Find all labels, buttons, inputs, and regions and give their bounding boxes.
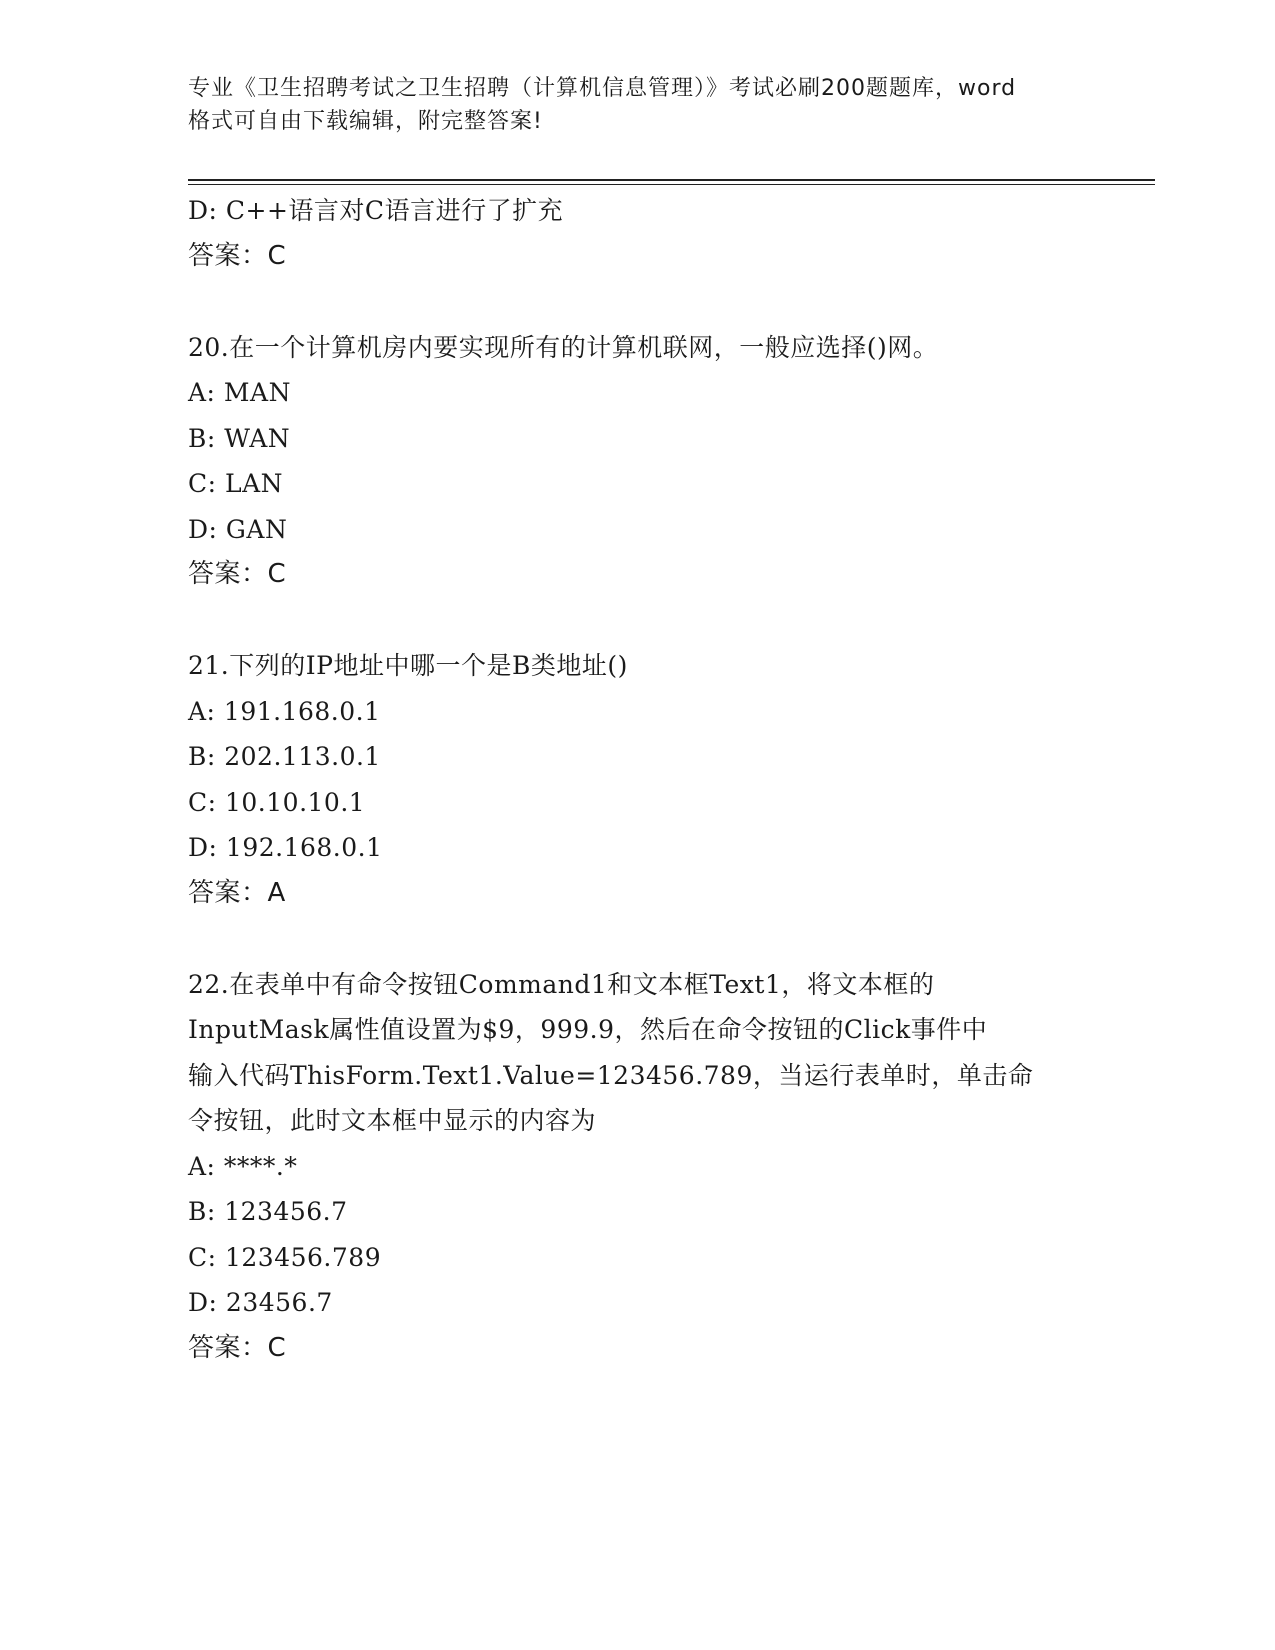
spacer — [188, 598, 1088, 644]
question-22 — [188, 962, 1088, 1372]
header-line-1: 专业《卫生招聘考试之卫生招聘（计算机信息管理）》考试必刷200题题库，word — [188, 76, 1017, 101]
option-d: D: GAN — [188, 514, 288, 544]
option-c: C: LAN — [188, 469, 284, 498]
question-title-line-1: 22.在表单中有命令按钮Command1和文本框Text1，将文本框的 — [188, 969, 935, 999]
option-d: D: 23456.7 — [188, 1288, 333, 1317]
option-c: C: 123456.789 — [188, 1242, 382, 1272]
question-title-line-4: 令按钮，此时文本框中显示的内容为 — [188, 1106, 597, 1135]
answer-line: 答案：C — [188, 559, 287, 589]
header-divider-thin — [188, 184, 1155, 185]
question-21 — [188, 643, 1088, 916]
header-divider-thick — [188, 179, 1155, 181]
option-d: D: 192.168.0.1 — [188, 833, 383, 862]
spacer — [188, 916, 1088, 962]
question-title: 21.下列的IP地址中哪一个是B类地址() — [188, 651, 628, 680]
answer-line: 答案：C — [188, 240, 287, 271]
question-20 — [188, 325, 1088, 598]
answer-line: 答案：A — [188, 877, 286, 908]
header-line-2: 格式可自由下载编辑，附完整答案! — [188, 109, 543, 134]
option-c: C: 10.10.10.1 — [188, 787, 366, 817]
document-header — [188, 72, 1088, 138]
document-body — [188, 188, 1088, 1371]
question-title: 20.在一个计算机房内要实现所有的计算机联网，一般应选择()网。 — [188, 332, 939, 362]
answer-line: 答案：C — [188, 1332, 287, 1363]
option-d: D: C++语言对C语言进行了扩充 — [188, 196, 564, 225]
option-b: B: 202.113.0.1 — [188, 742, 381, 771]
spacer — [188, 279, 1088, 325]
option-a: A: MAN — [188, 378, 291, 407]
option-a: A: ****.* — [188, 1151, 298, 1181]
option-b: B: 123456.7 — [188, 1197, 348, 1226]
question-title-line-3: 输入代码ThisForm.Text1.Value=123456.789，当运行表单时，单击命 — [188, 1060, 1034, 1090]
option-b: B: WAN — [188, 423, 291, 453]
question-title-line-2: InputMask属性值设置为$9，999.9，然后在命令按钮的Click事件中 — [188, 1015, 988, 1044]
option-a: A: 191.168.0.1 — [188, 696, 381, 726]
